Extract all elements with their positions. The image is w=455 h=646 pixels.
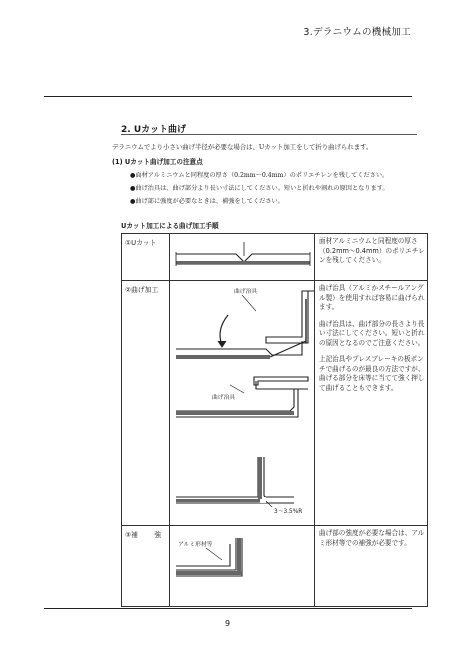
step-description: 曲げ治具は、曲げ部分の長さより長い寸法にしてください。短いと折れの原因となるのでご注意ください。 bbox=[319, 319, 425, 347]
step-name: ③補 bbox=[125, 531, 138, 539]
ucut-diagram bbox=[170, 234, 314, 276]
jig-label-bottom: 曲げ治具 bbox=[212, 395, 236, 401]
jig-label-top: 曲げ治具 bbox=[234, 289, 258, 295]
step-description: 面材アルミニウムと同程度の厚さ（0.2mm〜0.4mm）のポリエチレンを残してください。 bbox=[319, 237, 425, 265]
profile-label: アルミ形材等 bbox=[178, 542, 213, 548]
chapter-title: 3.デラニウムの機械加工 bbox=[303, 27, 411, 38]
footer-rule bbox=[44, 608, 412, 609]
page-number: 9 bbox=[224, 619, 231, 628]
notes-subheading: (1) Uカット曲げ加工の注意点 bbox=[112, 158, 203, 166]
reinforce-figure bbox=[170, 526, 315, 607]
note-bullet: ●曲げ治具は、曲げ部分より長い寸法にしてください。短いと折れや割れの原因となります。 bbox=[130, 185, 389, 192]
step-description: 曲げ部の強度が必要な場合は、アルミ形材等での補強が必要です。 bbox=[319, 529, 425, 547]
procedure-title: Uカット加工による曲げ加工手順 bbox=[121, 222, 219, 230]
ucut-figure bbox=[170, 234, 315, 281]
step-name: ①Uカット bbox=[125, 239, 157, 247]
procedure-table bbox=[121, 233, 428, 607]
note-bullet: ●曲げ部に強度が必要なときは、補強をしてください。 bbox=[130, 198, 284, 205]
reinforce-diagram bbox=[170, 526, 314, 602]
note-bullet: ●面材アルミニウムと同程度の厚さ（0.2mm〜0.4mm）のポリエチレンを残してください。 bbox=[130, 172, 389, 179]
table-row bbox=[122, 281, 428, 526]
bending-figure bbox=[170, 281, 315, 526]
table-row bbox=[122, 526, 428, 607]
table-row bbox=[122, 234, 428, 281]
section-title-rule bbox=[121, 134, 417, 135]
step-name: 強 bbox=[154, 531, 161, 539]
step-description: 曲げ治具（アルミかスチールアングル製）を使用すれば容易に曲げられます。 bbox=[319, 284, 425, 312]
intro-text: デラニウムでより小さい曲げ半径が必要な場合は、Uカット加工をして折り曲げられます。 bbox=[112, 143, 373, 151]
step-name: ②曲げ加工 bbox=[125, 286, 159, 294]
bending-diagram bbox=[170, 281, 314, 521]
radius-label: 3〜3.5%R bbox=[274, 509, 303, 515]
section-title: 2. Uカット曲げ bbox=[121, 125, 187, 135]
header-rule bbox=[44, 96, 412, 97]
step-description: 上記治具やプレスブレーキの板ポンチで曲げるのが最良の方法ですが、曲げる部分を床等に当てて強く押して曲げることもできます。 bbox=[319, 355, 425, 392]
